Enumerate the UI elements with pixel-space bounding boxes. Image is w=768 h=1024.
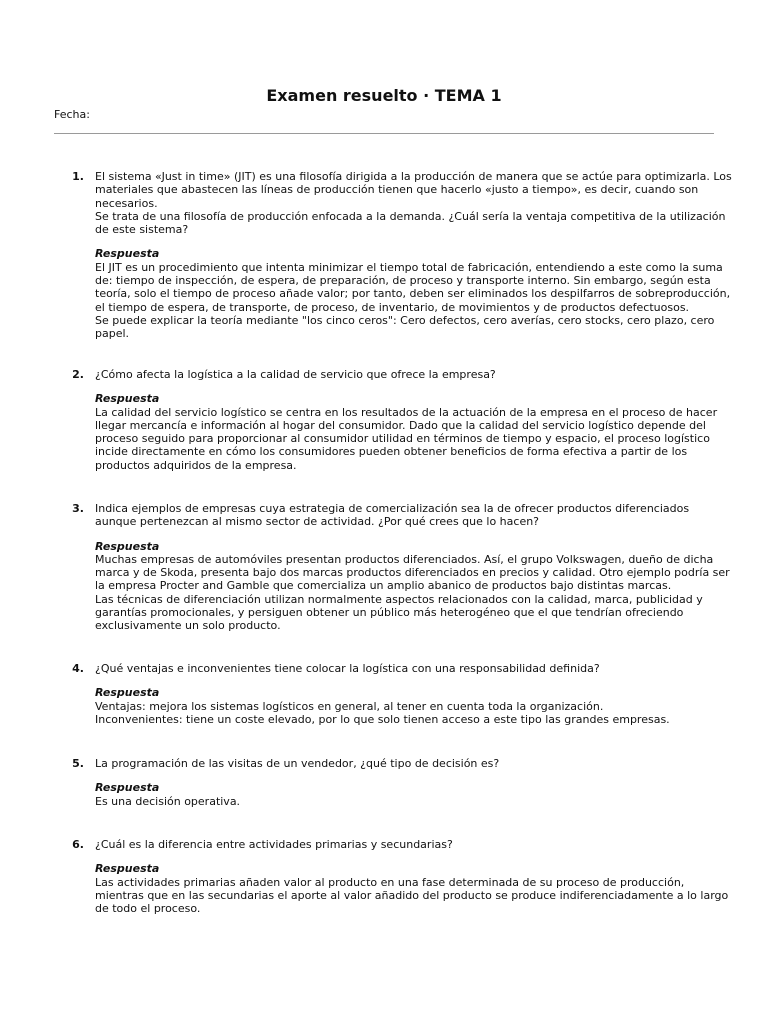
question-number: 1.	[72, 170, 84, 183]
question-text-line: materiales que abastecen las líneas de producción tienen que hacerlo «justo a tiempo», es decir, cuando son	[95, 183, 699, 197]
answer-block	[95, 686, 714, 726]
answer-text-line: de: tiempo de inspección, de espera, de preparación, de proceso y transporte interno. Sin embargo, según esta	[95, 274, 711, 288]
question-text-line: de este sistema?	[95, 223, 189, 237]
answer-text-line: teoría, solo el tiempo de proceso añade valor; por tanto, deben ser eliminados los despilfarros de sobreproducción,	[95, 287, 731, 301]
answer-text-line: garantías promocionales, y persiguen obtener un público más heterogéneo que el que tendrían ofreciendo	[95, 606, 684, 620]
answer-text-line: Las técnicas de diferenciación utilizan normalmente aspectos relacionados con la calidad, marca, publicidad y	[95, 592, 703, 606]
answer-text-line: Ventajas: mejora los sistemas logísticos en general, al tener en cuenta toda la organización.	[95, 699, 604, 713]
answer-label: Respuesta	[95, 539, 160, 553]
answer-text-line: el tiempo de espera, de transporte, de proceso, de inventario, de movimientos y de productos defectuosos.	[95, 300, 690, 314]
header-divider	[54, 133, 714, 134]
question-text-line: aunque pertenezcan al mismo sector de actividad. ¿Por qué crees que lo hacen?	[95, 515, 540, 529]
question-body	[95, 502, 730, 633]
question-number: 4.	[72, 662, 84, 675]
answer-text-line: La calidad del servicio logístico se centra en los resultados de la actuación de la empresa en el proceso de hacer	[95, 405, 718, 419]
question-text-line: ¿Qué ventajas e inconvenientes tiene colocar la logística con una responsabilidad definida?	[95, 662, 600, 675]
question-item	[54, 757, 714, 808]
answer-text-line: proceso seguido para proporcionar al consumidor utilidad en términos de tiempo y espacio, el proceso logístico	[95, 432, 710, 446]
answer-text-line: El JIT es un procedimiento que intenta minimizar el tiempo total de fabricación, entendiendo a este como la suma	[95, 260, 723, 274]
question-body	[95, 838, 729, 916]
question-text-line: necesarios.	[95, 196, 158, 210]
question-item	[54, 838, 729, 916]
answer-text-line: productos adquiridos de la empresa.	[95, 458, 297, 472]
answer-text-line: llegar mercancía e información al hogar del consumidor. Dado que la calidad del servicio logístico depende del	[95, 418, 706, 432]
answer-text-line: mientras que en las secundarias el aporte al valor añadido del producto se produce indiferenciadamente a lo largo	[95, 888, 729, 902]
answer-block	[95, 539, 730, 633]
question-number: 3.	[72, 502, 84, 515]
question-text-line: Se trata de una filosofía de producción enfocada a la demanda. ¿Cuál sería la ventaja competitiva de la utilización	[95, 209, 726, 223]
answer-text-line: papel.	[95, 327, 130, 341]
answer-text-line: Muchas empresas de automóviles presentan productos diferenciados. Así, el grupo Volkswagen, dueño de dicha	[95, 552, 714, 566]
question-text-line: Indica ejemplos de empresas cuya estrategia de comercialización sea la de ofrecer productos diferenciados	[95, 502, 690, 515]
date-label: Fecha:	[54, 108, 90, 121]
answer-text-line: Inconvenientes: tiene un coste elevado, por lo que solo tienen acceso a este tipo las grandes empresas.	[95, 712, 670, 726]
question-number: 6.	[72, 838, 84, 851]
answer-text-line: Se puede explicar la teoría mediante "los cinco ceros": Cero defectos, cero averías, cero stocks, cero plazo, cero	[95, 313, 715, 327]
answer-text-line: Es una decisión operativa.	[95, 794, 241, 808]
question-body	[95, 368, 718, 472]
question-item	[54, 502, 730, 633]
answer-text-line: Las actividades primarias añaden valor al producto en una fase determinada de su proceso de producción,	[95, 875, 685, 889]
answer-label: Respuesta	[95, 781, 160, 795]
question-body	[95, 757, 714, 808]
answer-block	[95, 862, 729, 916]
question-item	[54, 170, 732, 341]
question-number: 5.	[72, 757, 84, 770]
question-item	[54, 662, 714, 726]
question-item	[54, 368, 718, 472]
question-text-line: La programación de las visitas de un vendedor, ¿qué tipo de decisión es?	[95, 757, 500, 770]
answer-block	[95, 781, 714, 808]
answer-text-line: la empresa Procter and Gamble que comercializa un amplio abanico de productos bajo distintas marcas.	[95, 579, 672, 593]
question-body	[95, 170, 732, 341]
answer-block	[95, 392, 718, 472]
question-body	[95, 662, 714, 726]
question-text-line: ¿Cómo afecta la logística a la calidad de servicio que ofrece la empresa?	[95, 368, 496, 381]
page-title: Examen resuelto · TEMA 1	[266, 86, 502, 105]
answer-text-line: de todo el proceso.	[95, 902, 201, 916]
answer-label: Respuesta	[95, 686, 160, 700]
answer-label: Respuesta	[95, 392, 160, 406]
question-text-line: El sistema «Just in time» (JIT) es una filosofía dirigida a la producción de manera que se actúe para optimizarla. Los	[95, 170, 732, 183]
answer-text-line: incide directamente en cómo los consumidores pueden obtener beneficios de forma efectiva a partir de los	[95, 445, 688, 459]
answer-block	[95, 247, 731, 341]
question-text-line: ¿Cuál es la diferencia entre actividades primarias y secundarias?	[95, 838, 453, 851]
question-number: 2.	[72, 368, 84, 381]
answer-label: Respuesta	[95, 862, 160, 876]
answer-label: Respuesta	[95, 247, 160, 261]
answer-text-line: exclusivamente un solo producto.	[95, 619, 281, 633]
answer-text-line: marca y de Skoda, presenta bajo dos marcas productos diferenciados en precios y calidad. Otro ejemplo podría ser	[95, 566, 730, 580]
